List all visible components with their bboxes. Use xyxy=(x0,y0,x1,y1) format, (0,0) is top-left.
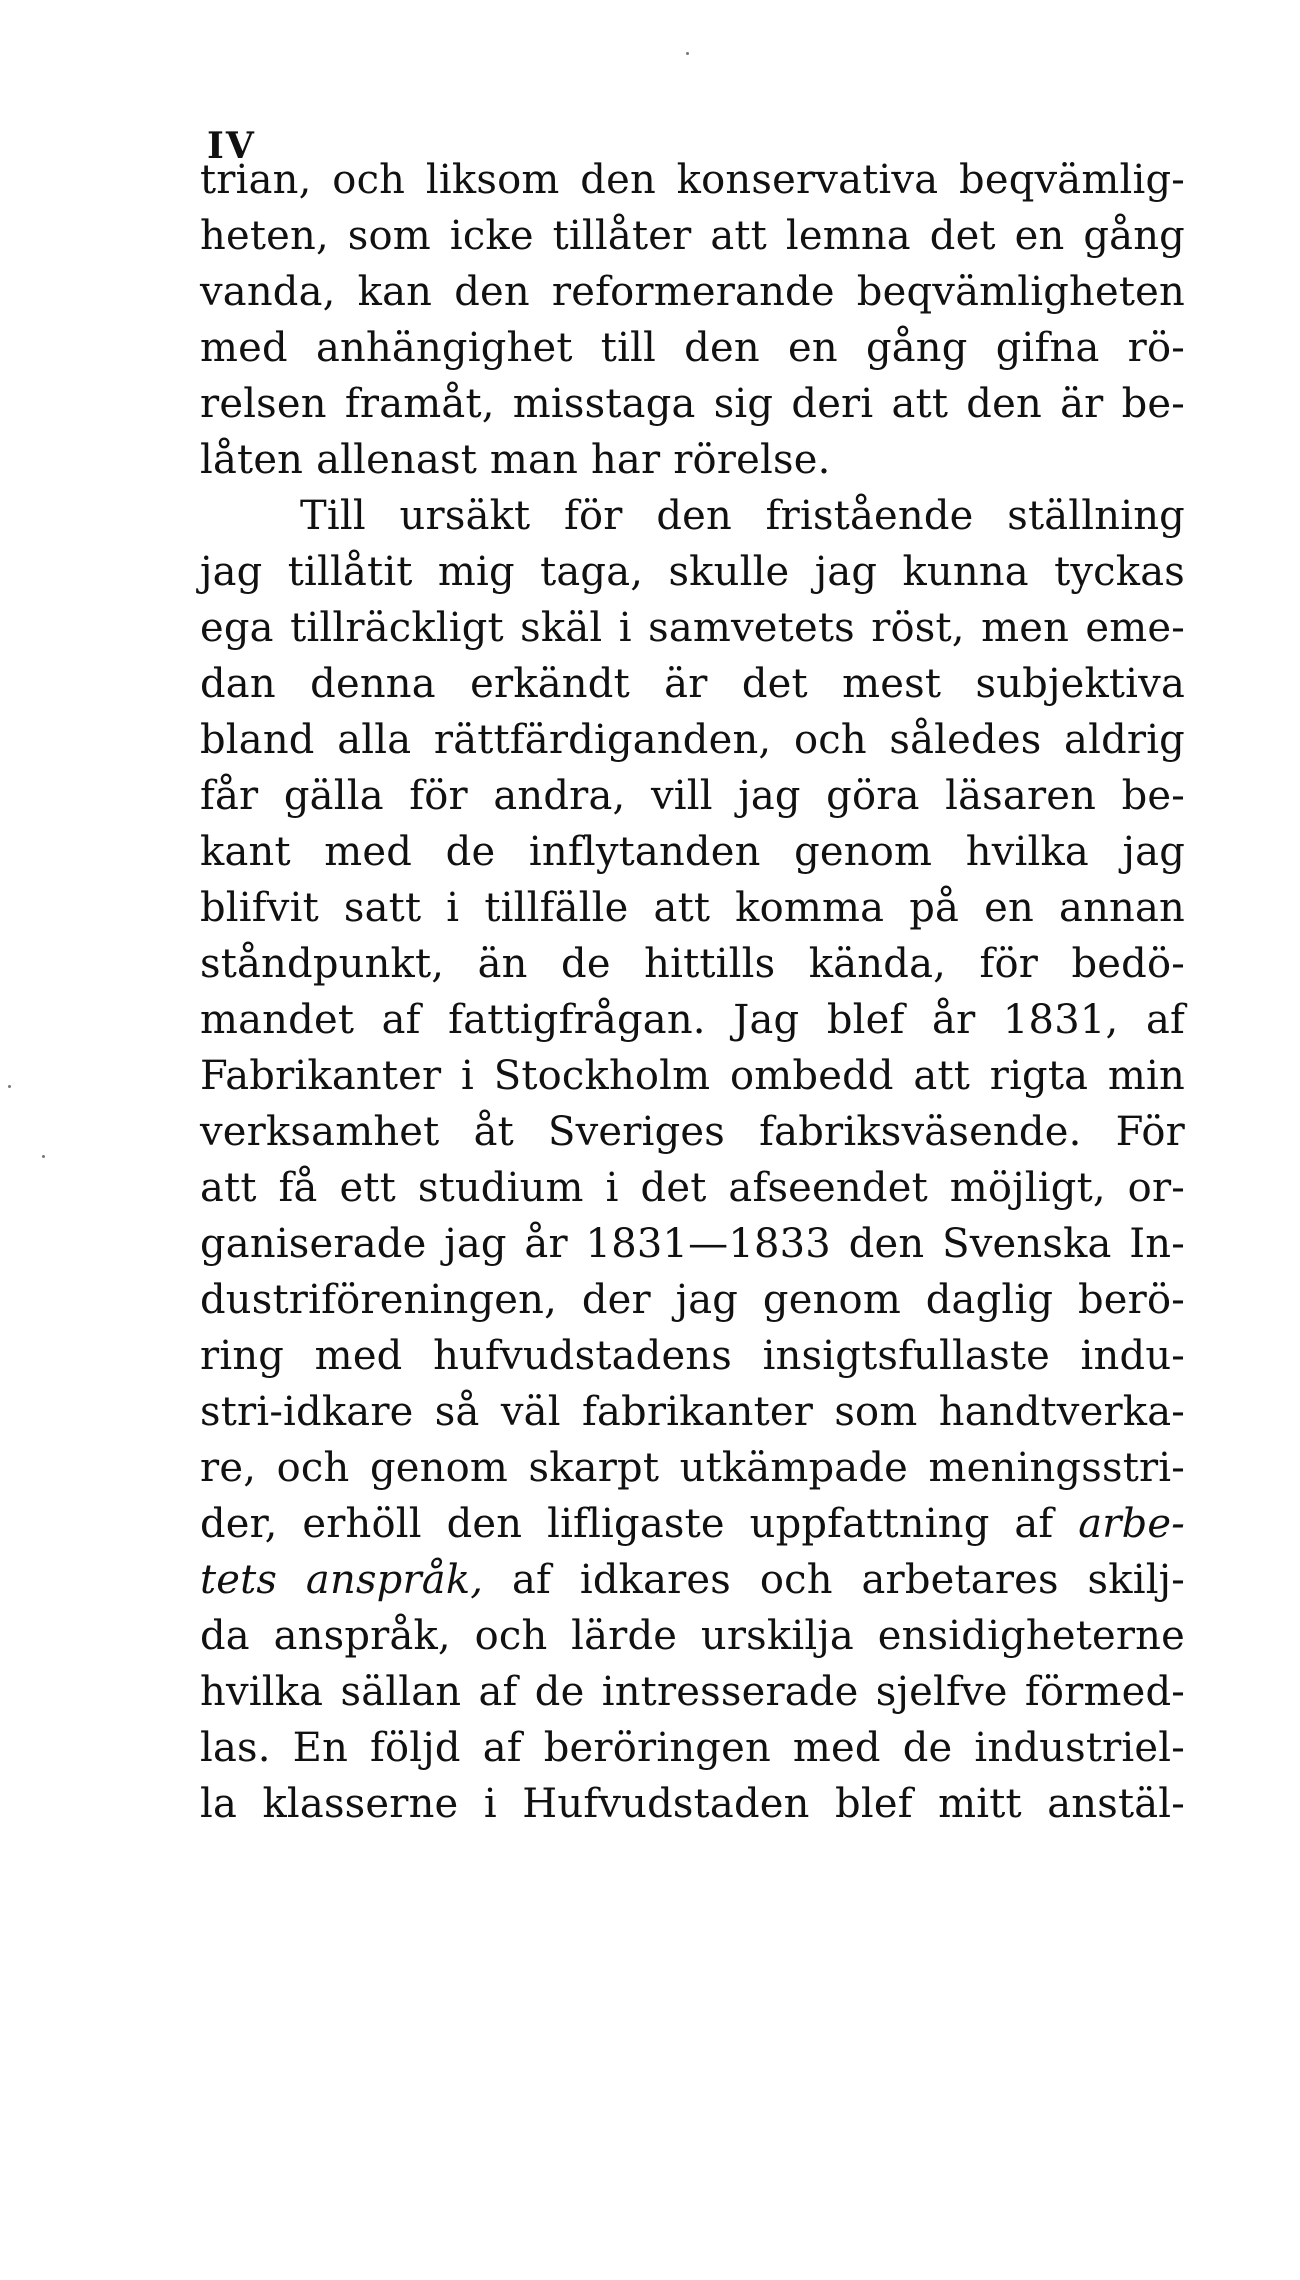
text-line-18: verksamhet åt Sveriges fabriksväsende. För xyxy=(200,1109,1185,1155)
text-line-12: får gälla för andra, vill jag göra läsaren be- xyxy=(200,773,1185,819)
text-line-24: re, och genom skarpt utkämpade meningsstri- xyxy=(200,1445,1185,1491)
text-line-29: las. En följd af beröringen med de industriel- xyxy=(200,1725,1185,1771)
text-line-27: da anspråk, och lärde urskilja ensidigheterne xyxy=(200,1613,1185,1659)
italic-emphasis: arbe- xyxy=(1078,1501,1185,1547)
text-line-2: heten, som icke tillåter att lemna det en gång xyxy=(200,213,1185,259)
text-line-17: Fabrikanter i Stockholm ombedd att rigta min xyxy=(200,1053,1185,1099)
text-line-15: ståndpunkt, än de hittills kända, för bedö- xyxy=(200,941,1185,987)
text-line-6: låten allenast man har rörelse. xyxy=(200,437,831,483)
speck xyxy=(42,1155,45,1158)
text-line-11: bland alla rättfärdiganden, och således aldrig xyxy=(200,717,1185,763)
italic-emphasis: tets anspråk, xyxy=(200,1557,484,1603)
text-line-8: jag tillåtit mig taga, skulle jag kunna tyckas xyxy=(200,549,1185,595)
text-line-20: ganiserade jag år 1831—1833 den Svenska In- xyxy=(200,1221,1185,1267)
text-line-22: ring med hufvudstadens insigtsfullaste indu- xyxy=(200,1333,1185,1379)
text-line-3: vanda, kan den reformerande beqvämligheten xyxy=(200,269,1185,315)
text-line-9: ega tillräckligt skäl i samvetets röst, men eme- xyxy=(200,605,1185,651)
text-line-16: mandet af fattigfrågan. Jag blef år 1831, af xyxy=(200,997,1185,1043)
text-line-4: med anhängighet till den en gång gifna rö- xyxy=(200,325,1185,371)
speck xyxy=(8,1085,11,1088)
text-line-28: hvilka sällan af de intresserade sjelfve förmed- xyxy=(200,1669,1185,1715)
text-line-23: stri-idkare så väl fabrikanter som handtverka- xyxy=(200,1389,1185,1435)
text-line-21: dustriföreningen, der jag genom daglig berö- xyxy=(200,1277,1185,1323)
text-line-30: la klasserne i Hufvudstaden blef mitt anstäl- xyxy=(200,1781,1185,1827)
speck xyxy=(686,52,689,55)
text-line-13: kant med de inflytanden genom hvilka jag xyxy=(200,829,1185,875)
text-line-26: tets anspråk, af idkares och arbetares skilj- xyxy=(200,1557,1186,1603)
text-line-7: Till ursäkt för den fristående ställning xyxy=(300,493,1185,539)
text-line-5: relsen framåt, misstaga sig deri att den är be- xyxy=(200,381,1185,427)
text-line-1: trian, och liksom den konservativa beqvämlig- xyxy=(200,157,1185,203)
text-line-14: blifvit satt i tillfälle att komma på en annan xyxy=(200,885,1185,931)
text-line-10: dan denna erkändt är det mest subjektiva xyxy=(200,661,1185,707)
page-number: IV xyxy=(207,125,256,167)
text-line-19: att få ett studium i det afseendet möjligt, or- xyxy=(200,1165,1185,1211)
text-line-25: der, erhöll den lifligaste uppfattning af arbe- xyxy=(200,1501,1185,1547)
